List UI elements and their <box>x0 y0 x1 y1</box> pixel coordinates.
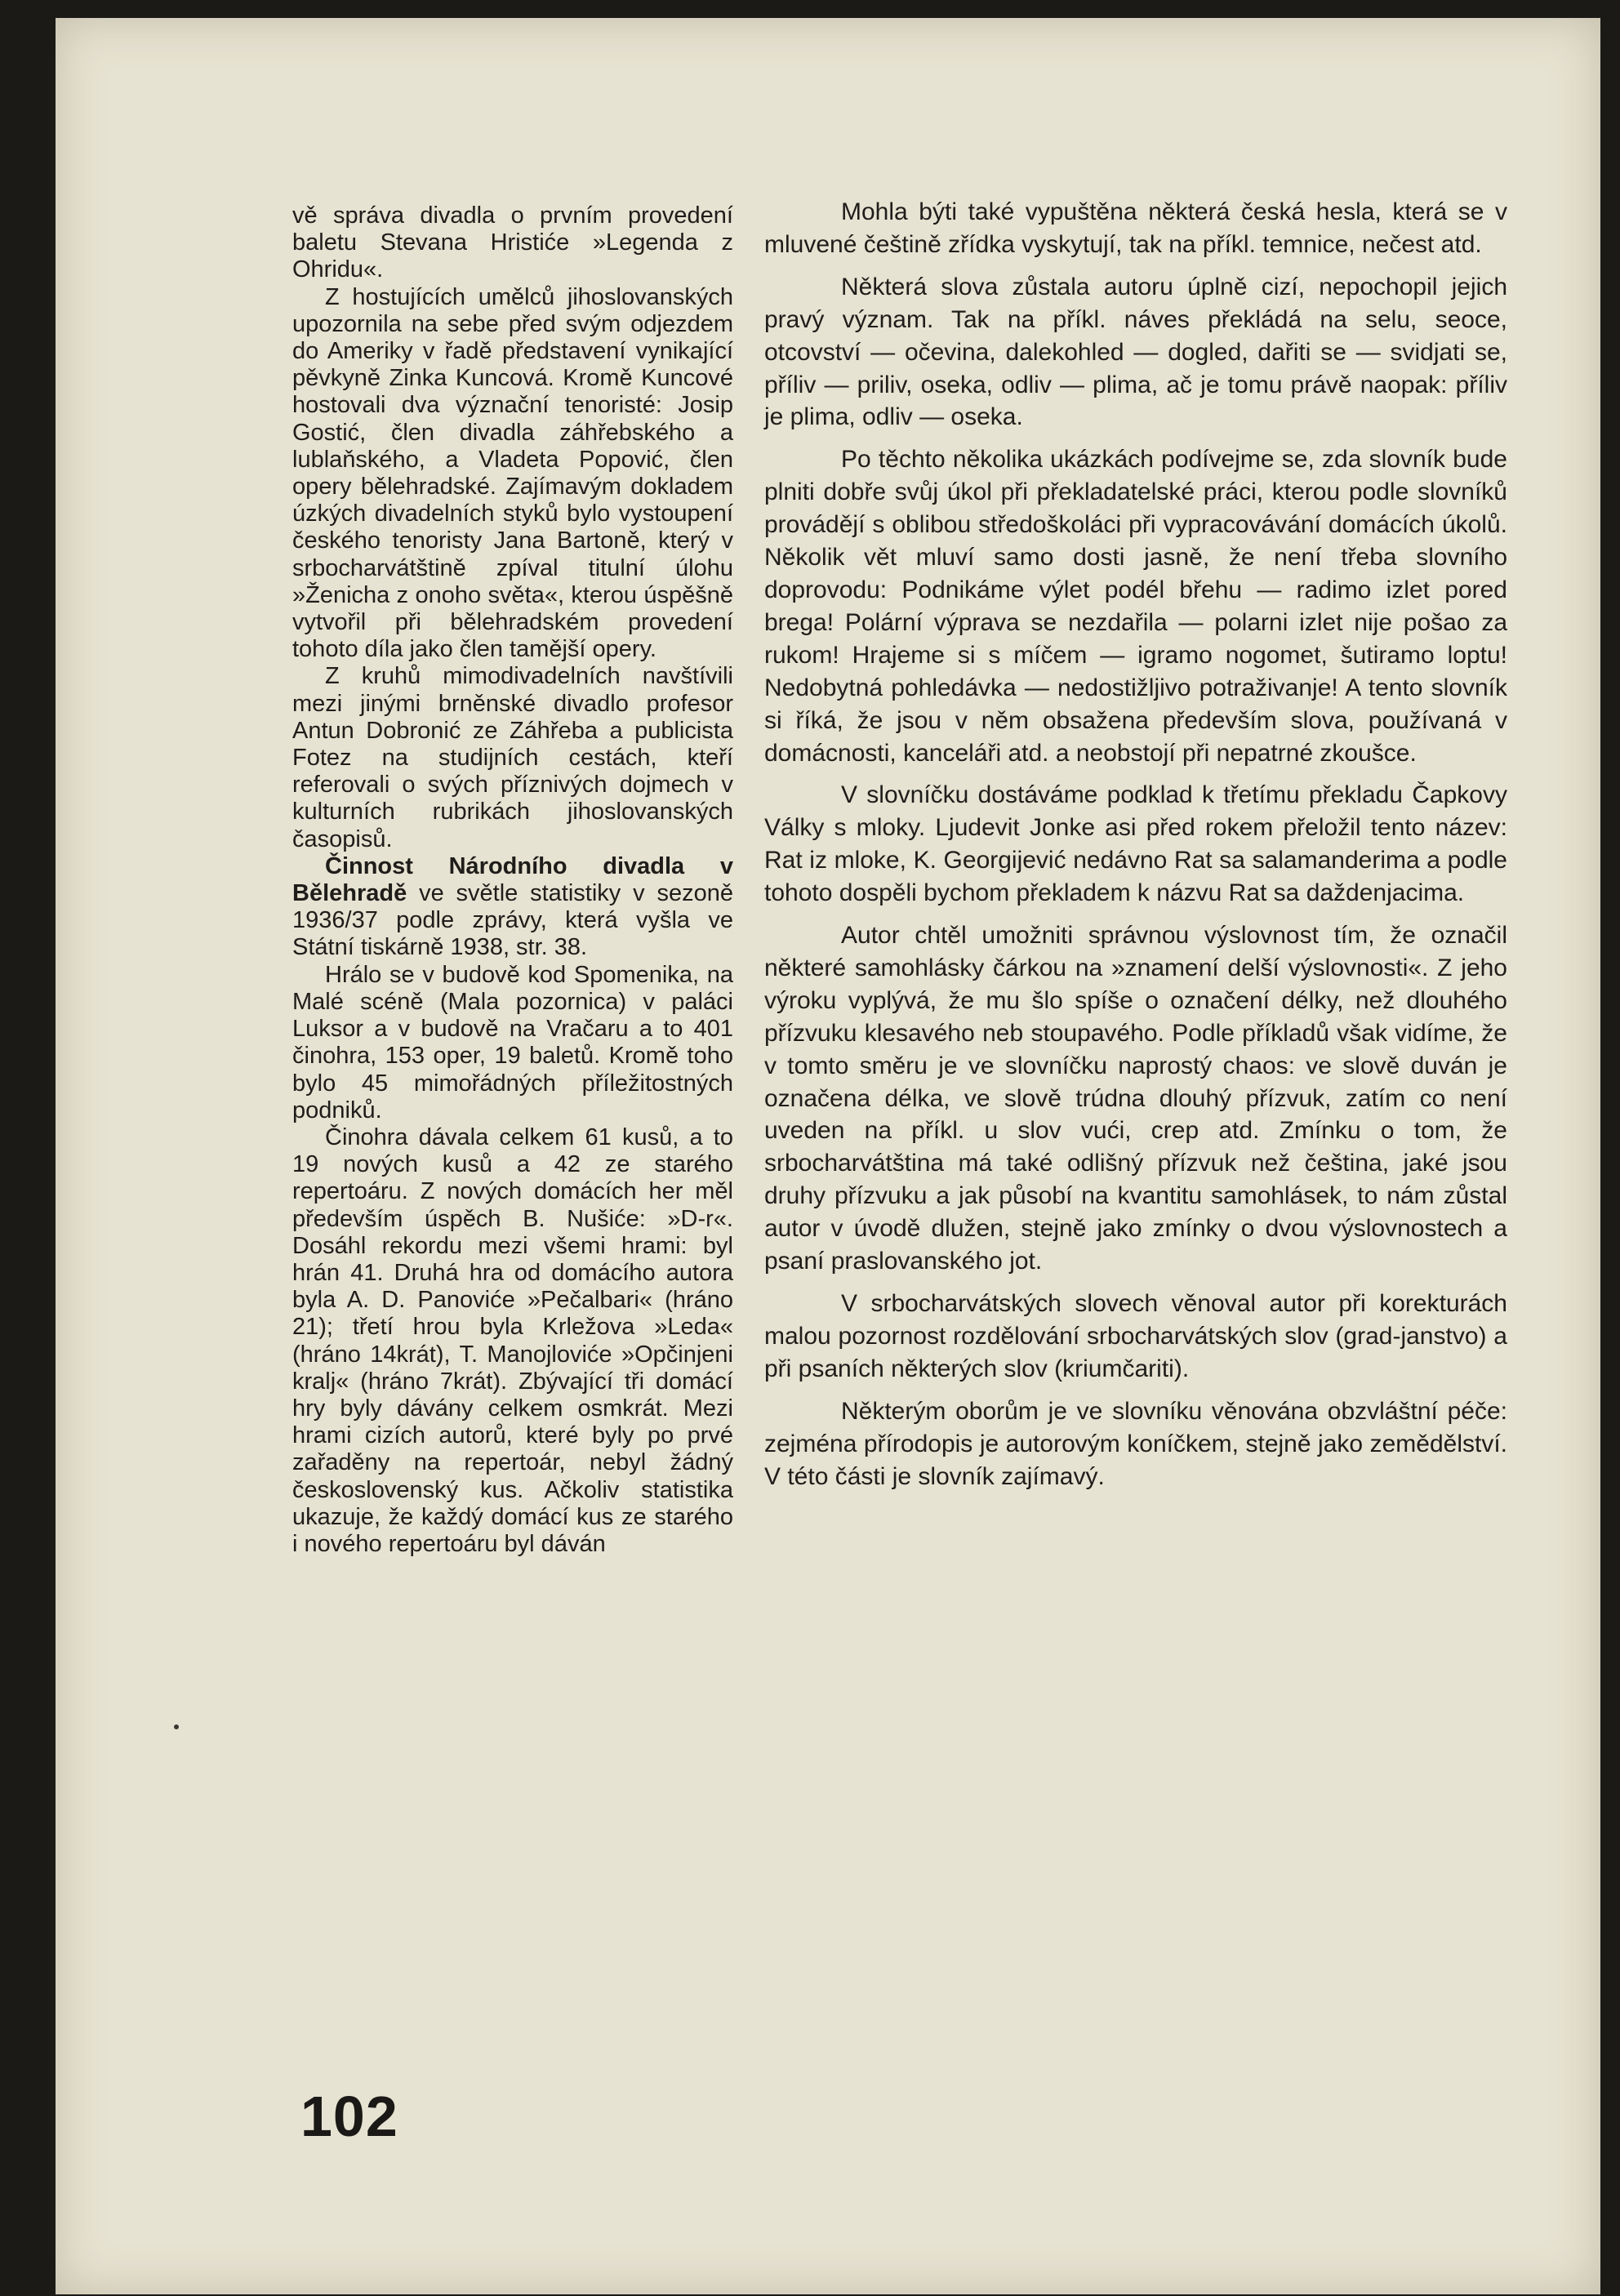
paragraph: Z hostujících umělců jihoslovanských upozornila na sebe před svým odjezdem do Ameriky v řadě představení vynikající pěvkyně Zinka Kuncová. Kromě Kuncové hostovali dva význační tenoristé: Josip Gostić, člen divadla záhřebského a lublaňského, a Vladeta Popović, člen opery bělehradské. Zajímavým dokladem úzkých divadelních styků bylo vystoupení českého tenoristy Jana Bartoně, který v srbocharvátštině zpíval titulní úlohu »Ženicha z onoho světa«, kterou úspěšně vytvořil při bělehradském provedení tohoto díla jako člen tamější opery. <box>292 283 733 663</box>
book-page <box>56 18 1600 2294</box>
paragraph: Po těchto několika ukázkách podívejme se, zda slovník bude plniti dobře svůj úkol při překladatelské práci, kterou podle slovníků provádějí s oblibou středoškoláci při vypracovávání domácích úkolů. Několik vět mluví samo dosti jasně, že není třeba slovního doprovodu: Podnikáme výlet podél břehu — radimo izlet pored brega! Polární výprava se nezdařila — polarni izlet nije pošao za rukom! Hrajeme si s míčem — igramo nogomet, šutiramo loptu! Nedobytná pohledávka — nedostižljivo potraživanje! A tento slovník si říká, že jsou v něm obsažena především slova, používaná v domácnosti, kanceláři atd. a neobstojí při nepatrné zkoušce. <box>764 446 1507 767</box>
paragraph: V slovníčku dostáváme podklad k třetímu překladu Čapkovy Války s mloky. Ljudevit Jonke asi před rokem přeložil tento název: Rat iz mloke, K. Georgijević nedávno Rat sa salamanderima a podle tohoto dospěli bychom překladem k názvu Rat sa daždenjacima. <box>764 781 1507 907</box>
run-in-heading: Činnost Národního divadla v Bělehradě <box>292 852 733 907</box>
paragraph: Některým oborům je ve slovníku věnována obzvláštní péče: zejména přírodopis je autorovým koníčkem, stejně jako zemědělství. V této části je slovník zajímavý. <box>764 1397 1507 1490</box>
paragraph-statistics <box>292 853 733 962</box>
left-column <box>292 202 733 1558</box>
paragraph: Mohla býti také vypuštěna některá česká hesla, která se v mluvené češtině zřídka vyskytují, tak na příkl. temnice, nečest atd. <box>764 198 1507 258</box>
paragraph: Z kruhů mimodivadelních navštívili mezi jinými brněnské divadlo profesor Antun Dobronić ze Záhřeba a publicista Fotez na studijních cestách, kteří referovali o svých příznivých dojmech v kulturních rubrikách jihoslovanských časopisů. <box>292 663 733 852</box>
paragraph: V srbocharvátských slovech věnoval autor při korekturách malou pozornost rozdělování srbocharvátských slov (grad-janstvo) a při psaních některých slov (kriumčariti). <box>764 1290 1507 1382</box>
right-column <box>764 196 1507 1493</box>
paragraph: vě správa divadla o prvním provedení baletu Stevana Hristiće »Legenda z Ohridu«. <box>292 202 733 283</box>
margin-dot <box>174 1724 179 1729</box>
page-number: 102 <box>300 2085 398 2148</box>
paragraph: Činohra dávala celkem 61 kusů, a to 19 nových kusů a 42 ze starého repertoáru. Z nových domácích her měl především úspěch B. Nušiće: »D-r«. Dosáhl rekordu mezi všemi hrami: byl hrán 41. Druhá hra od domácího autora byla A. D. Panoviće »Pečalbari« (hráno 21); třetí hrou byla Krležova »Leda« (hráno 14krát), T. Manojloviće »Opčinjeni kralj« (hráno 7krát). Zbývající tři domácí hry byly dávány celkem osmkrát. Mezi hrami cizích autorů, které byly po prvé zařaděny na repertoár, nebyl žádný československý kus. Ačkoliv statistika ukazuje, že každý domácí kus ze starého i nového repertoáru byl dáván <box>292 1124 733 1557</box>
run-in-text: ve světle statistiky v sezoně 1936/37 podle zprávy, která vyšla ve Státní tiskárně 1938, str. 38. <box>292 880 733 961</box>
paragraph: Některá slova zůstala autoru úplně cizí, nepochopil jejich pravý význam. Tak na příkl. náves překládá na selu, seoce, otcovství — očevina, dalekohled — dogled, dařiti se — svidjati se, příliv — priliv, oseka, odliv — plima, ač je tomu právě naopak: příliv je plima, odliv — oseka. <box>764 273 1507 431</box>
paragraph: Autor chtěl umožniti správnou výslovnost tím, že označil některé samohlásky čárkou na »znamení delší výslovnosti«. Z jeho výroku vyplývá, že mu šlo spíše o označení délky, než dlouhého přízvuku klesavého neb stoupavého. Podle příkladů však vidíme, že v tomto směru je ve slovníčku naprostý chaos: ve slově duván je označena délka, ve slově trúdna dlouhý přízvuk, zatím co není uveden na příkl. u slov vući, crep atd. Zmínku o tom, že srbocharvátština má také odlišný přízvuk než čeština, jaké jsou druhy přízvuku a jak působí na kvantitu samohlásek, to nám zůstal autor v úvodě dlužen, stejně jako zmínky o dvou výslovnostech a psaní praslovanského jot. <box>764 922 1507 1275</box>
paragraph: Hrálo se v budově kod Spomenika, na Malé scéně (Mala pozornica) v paláci Luksor a v budově na Vračaru a to 401 činohra, 153 oper, 19 baletů. Kromě toho bylo 45 mimořádných příležitostných podniků. <box>292 961 733 1124</box>
